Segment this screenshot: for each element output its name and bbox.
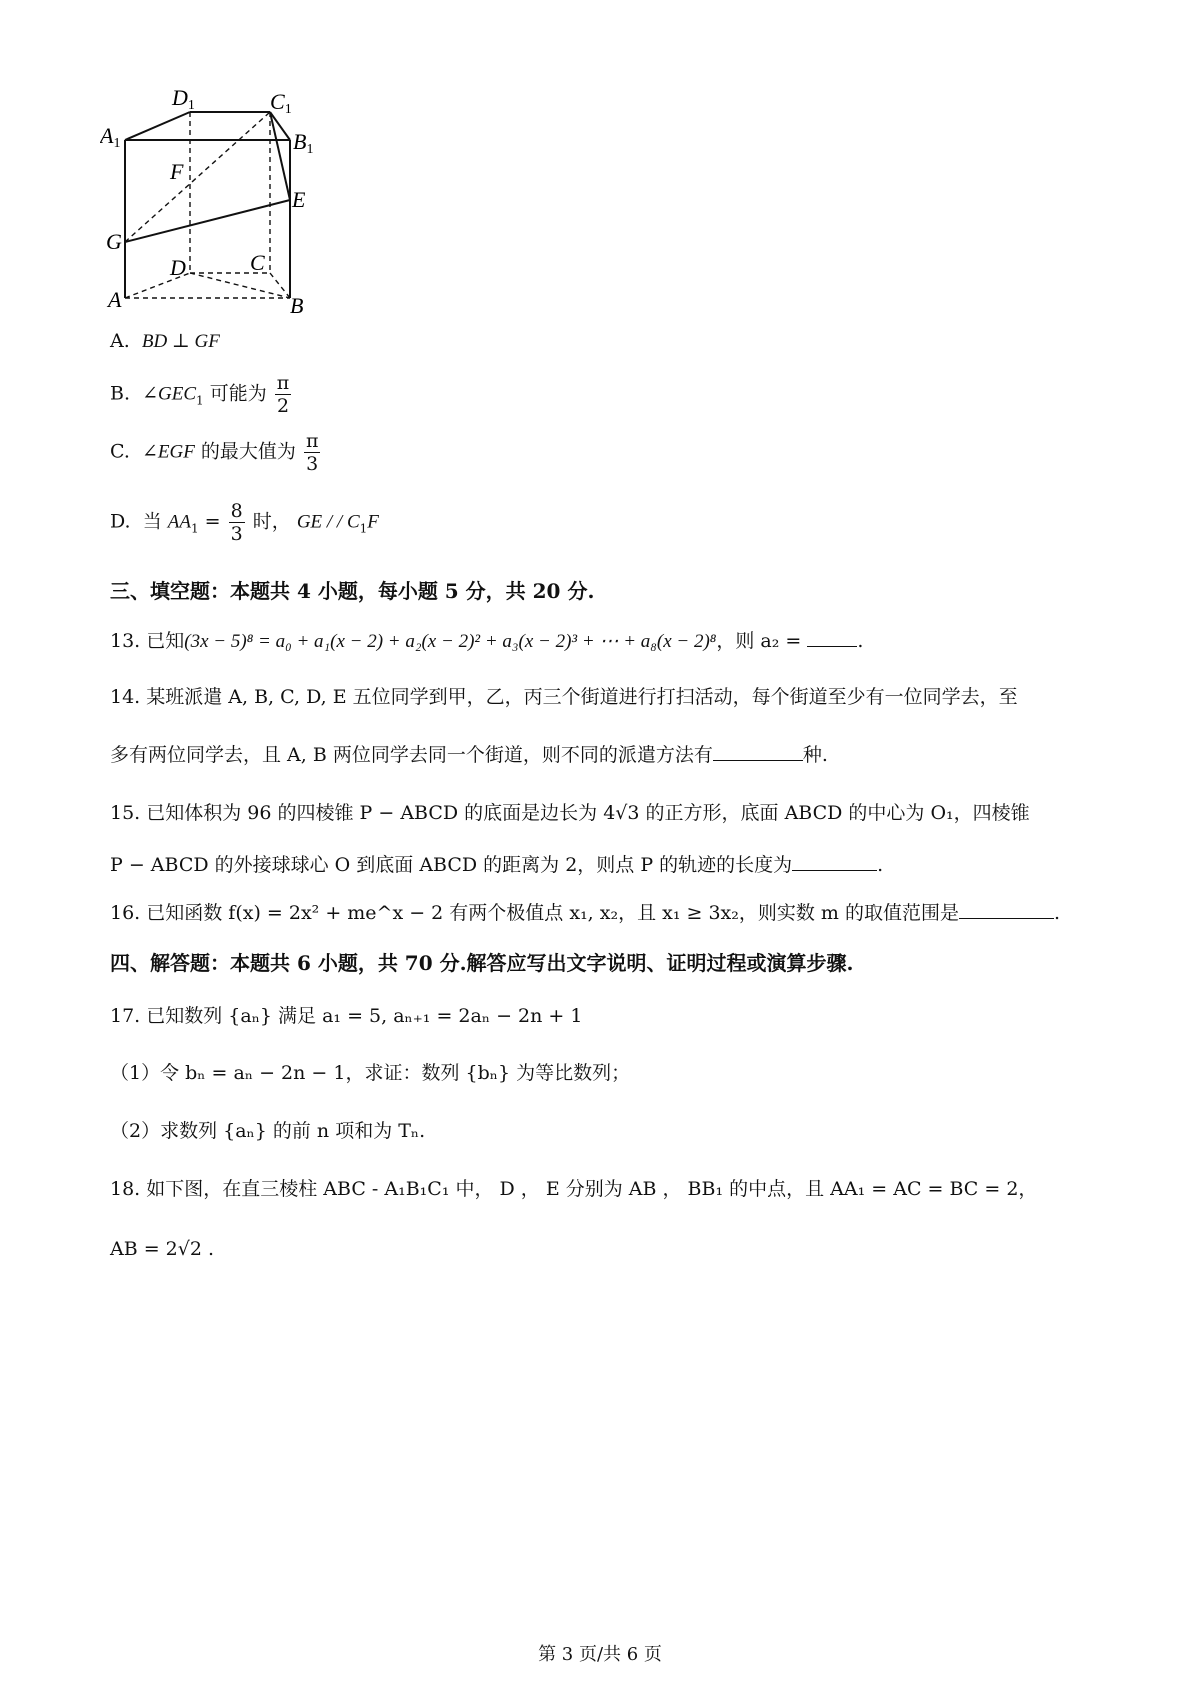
question-16 <box>110 900 1060 926</box>
option-d-letter: D. <box>110 510 131 533</box>
option-b-num: π <box>276 372 290 394</box>
option-d-fraction <box>229 500 245 545</box>
q13-expr: (3x − 5)⁸ = a₀ + a₁(x − 2) + a₂(x − 2)² + a₃(x − 2)³ + ⋯ + a₈(x − 2)⁸ <box>184 631 717 652</box>
q13-number: 13. <box>110 630 141 652</box>
q13-tail: ，则 a₂ = <box>716 630 808 652</box>
label-e: E <box>292 187 306 212</box>
q14-end: 种. <box>802 744 828 766</box>
label-a1: A1 <box>100 123 121 151</box>
label-a: A <box>108 287 122 312</box>
option-d-den: 3 <box>230 523 243 545</box>
label-b1: B1 <box>293 129 314 157</box>
option-b-angle: ∠GEC <box>142 383 197 405</box>
option-c-letter: C. <box>110 440 130 463</box>
option-a <box>110 328 220 355</box>
q13-end: . <box>857 630 864 652</box>
question-17-part2: （2）求数列 {aₙ} 的前 n 项和为 Tₙ. <box>110 1120 426 1142</box>
question-17-part1: （1）令 bₙ = aₙ − 2n − 1，求证：数列 {bₙ} 为等比数列； <box>110 1062 631 1084</box>
question-14-line1: 14. 某班派遣 A, B, C, D, E 五位同学到甲，乙，丙三个街道进行打扫活动，每个街道至少有一位同学去，至 <box>110 686 1018 708</box>
option-d <box>110 500 379 545</box>
option-d-sub: 1 <box>190 521 199 536</box>
option-b-den: 2 <box>276 395 290 417</box>
q14-blank[interactable] <box>713 742 803 761</box>
q16-end: . <box>1053 902 1061 924</box>
option-c <box>110 430 322 475</box>
label-d1: D1 <box>172 85 195 113</box>
q16-text: 16. 已知函数 f(x) = 2x² + me^x − 2 有两个极值点 x₁, x₂，且 x₁ ≥ 3x₂，则实数 m 的取值范围是 <box>110 902 959 924</box>
option-a-expr: BD ⊥ GF <box>141 331 220 352</box>
q16-blank[interactable] <box>959 900 1054 919</box>
label-b: B <box>290 293 304 318</box>
option-c-num: π <box>305 430 319 452</box>
option-c-text: 的最大值为 <box>200 440 296 463</box>
option-c-angle: ∠EGF <box>142 441 195 463</box>
option-b-fraction <box>275 372 292 417</box>
question-14-line2 <box>110 742 828 768</box>
label-c: C <box>250 250 265 275</box>
q13-lead: 已知 <box>146 630 185 652</box>
label-c1: C1 <box>270 89 292 117</box>
option-d-pre: 当 <box>142 510 168 533</box>
question-15-line1: 15. 已知体积为 96 的四棱锥 P − ABCD 的底面是边长为 4√3 的正方形，底面 ABCD 的中心为 O₁，四棱锥 <box>110 802 1030 824</box>
question-17-stem: 17. 已知数列 {aₙ} 满足 a₁ = 5, aₙ₊₁ = 2aₙ − 2n + 1 <box>110 1005 583 1027</box>
question-18-line1: 18. 如下图，在直三棱柱 ABC - A₁B₁C₁ 中， D ， E 分别为 AB ， BB₁ 的中点，且 AA₁ = AC = BC = 2， <box>110 1178 1038 1200</box>
option-b-text: 可能为 <box>209 382 267 405</box>
question-13 <box>110 628 863 655</box>
prism-figure <box>100 85 340 329</box>
q15-end: . <box>877 854 884 876</box>
option-d-tail-sub: 1 <box>359 521 368 536</box>
option-d-tail-post: F <box>367 511 379 533</box>
section-3-title: 三、填空题：本题共 4 小题，每小题 5 分，共 20 分. <box>110 579 595 603</box>
option-d-tail: GE / / C <box>296 511 360 533</box>
question-15-line2 <box>110 852 883 878</box>
q15-text: P − ABCD 的外接球球心 O 到底面 ABCD 的距离为 2，则点 P 的轨迹的长度为 <box>110 854 793 876</box>
option-a-letter: A. <box>110 330 130 352</box>
label-g: G <box>106 229 122 254</box>
option-b <box>110 372 293 417</box>
option-c-fraction <box>304 430 321 475</box>
q13-blank[interactable] <box>807 628 857 647</box>
q14-text: 多有两位同学去，且 A, B 两位同学去同一个街道，则不同的派遣方法有 <box>110 744 713 766</box>
option-b-letter: B. <box>110 382 131 405</box>
option-d-text: 时， <box>252 510 291 533</box>
option-d-aa: AA <box>167 511 191 533</box>
q15-blank[interactable] <box>792 852 877 871</box>
option-b-sub: 1 <box>196 393 204 408</box>
label-f: F <box>170 159 184 184</box>
option-d-eq: = <box>198 510 227 533</box>
question-18-line2: AB = 2√2 . <box>110 1238 215 1260</box>
section-4-title: 四、解答题：本题共 6 小题，共 70 分.解答应写出文字说明、证明过程或演算步骤. <box>110 951 854 975</box>
page-footer: 第 3 页/共 6 页 <box>538 1644 662 1665</box>
option-d-num: 8 <box>230 500 243 522</box>
option-c-den: 3 <box>306 453 319 475</box>
label-d: D <box>170 255 186 280</box>
prism-diagram <box>100 85 340 325</box>
